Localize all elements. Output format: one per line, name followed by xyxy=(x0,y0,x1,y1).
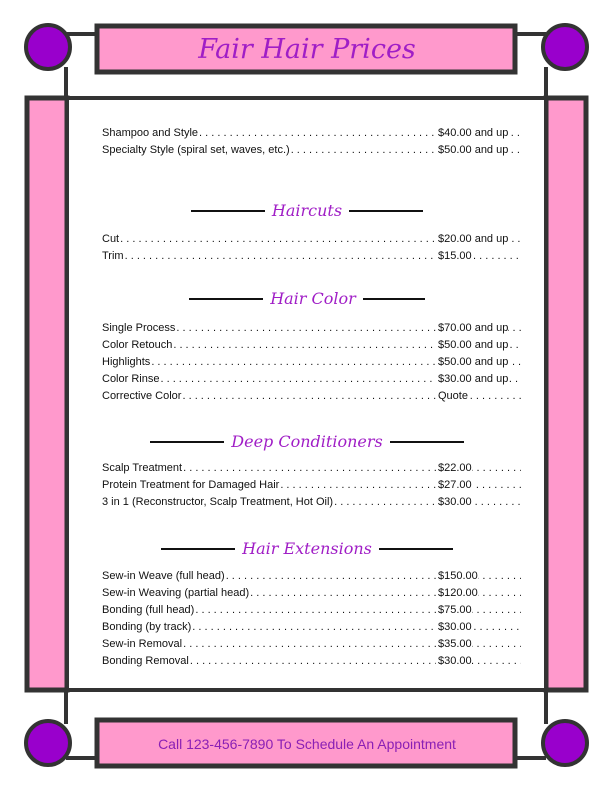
price-row xyxy=(102,125,522,142)
left-sidebar xyxy=(27,98,67,690)
service-label: Specialty Style (spiral set, waves, etc.) xyxy=(102,144,290,156)
service-price: $30.00 xyxy=(436,619,472,636)
service-price: $15.00 xyxy=(436,248,472,265)
service-label: Corrective Color xyxy=(102,390,182,402)
price-row xyxy=(102,477,522,494)
section-heading-hair-color: Hair Color xyxy=(100,286,514,312)
service-label: Protein Treatment for Damaged Hair xyxy=(102,479,280,491)
section-heading-deep-conditioners: Deep Conditioners xyxy=(100,429,514,455)
service-price: $50.00 and up xyxy=(436,354,508,371)
price-row xyxy=(102,619,522,636)
service-label: Single Process xyxy=(102,322,176,334)
service-label: Highlights xyxy=(102,356,151,368)
service-price: $27.00 xyxy=(436,477,472,494)
service-label: Cut xyxy=(102,233,120,245)
service-price: $75.00 xyxy=(436,602,472,619)
service-label: Sew-in Weave (full head) xyxy=(102,570,225,582)
price-row xyxy=(102,494,522,511)
price-row xyxy=(102,142,522,159)
service-label: Bonding (full head) xyxy=(102,604,195,616)
corner-circle-top-left xyxy=(26,25,70,69)
corner-circle-bottom-left xyxy=(26,721,70,765)
price-row xyxy=(102,320,522,337)
price-row xyxy=(102,653,522,670)
service-price: $150.00 xyxy=(436,568,478,585)
service-label: Sew-in Removal xyxy=(102,638,183,650)
price-row xyxy=(102,371,522,388)
service-price: $22.00 xyxy=(436,460,472,477)
price-row xyxy=(102,602,522,619)
service-label: Bonding (by track) xyxy=(102,621,192,633)
service-price: Quote xyxy=(436,388,468,405)
service-label: Scalp Treatment xyxy=(102,462,183,474)
service-label: Bonding Removal xyxy=(102,655,189,667)
service-label: Trim xyxy=(102,250,124,262)
price-row xyxy=(102,354,522,371)
price-row xyxy=(102,337,522,354)
price-row xyxy=(102,636,522,653)
service-price: $30.00 and up xyxy=(436,371,508,388)
service-price: $50.00 and up xyxy=(436,337,508,354)
corner-circle-top-right xyxy=(543,25,587,69)
price-row xyxy=(102,585,522,602)
service-price: $120.00 xyxy=(436,585,478,602)
price-row xyxy=(102,231,522,248)
right-sidebar xyxy=(546,98,586,690)
price-row xyxy=(102,460,522,477)
service-price: $30.00 xyxy=(436,653,472,670)
service-price: $20.00 and up xyxy=(436,231,508,248)
service-price: $40.00 and up xyxy=(436,125,508,142)
service-label: Sew-in Weaving (partial head) xyxy=(102,587,250,599)
service-price: $35.00 xyxy=(436,636,472,653)
section-heading-haircuts: Haircuts xyxy=(100,198,514,224)
corner-circle-bottom-right xyxy=(543,721,587,765)
service-label: Color Rinse xyxy=(102,373,160,385)
price-row xyxy=(102,388,522,405)
service-price: $50.00 and up xyxy=(436,142,508,159)
service-label: 3 in 1 (Reconstructor, Scalp Treatment, Hot Oil) xyxy=(102,496,334,508)
service-label: Color Retouch xyxy=(102,339,173,351)
price-row xyxy=(102,568,522,585)
service-label: Shampoo and Style xyxy=(102,127,199,139)
page-title: Fair Hair Prices xyxy=(198,34,416,65)
section-heading-hair-extensions: Hair Extensions xyxy=(100,536,514,562)
price-row xyxy=(102,248,522,265)
service-price: $30.00 xyxy=(436,494,472,511)
footer-call-text: Call 123-456-7890 To Schedule An Appointment xyxy=(158,736,456,752)
service-price: $70.00 and up xyxy=(436,320,508,337)
